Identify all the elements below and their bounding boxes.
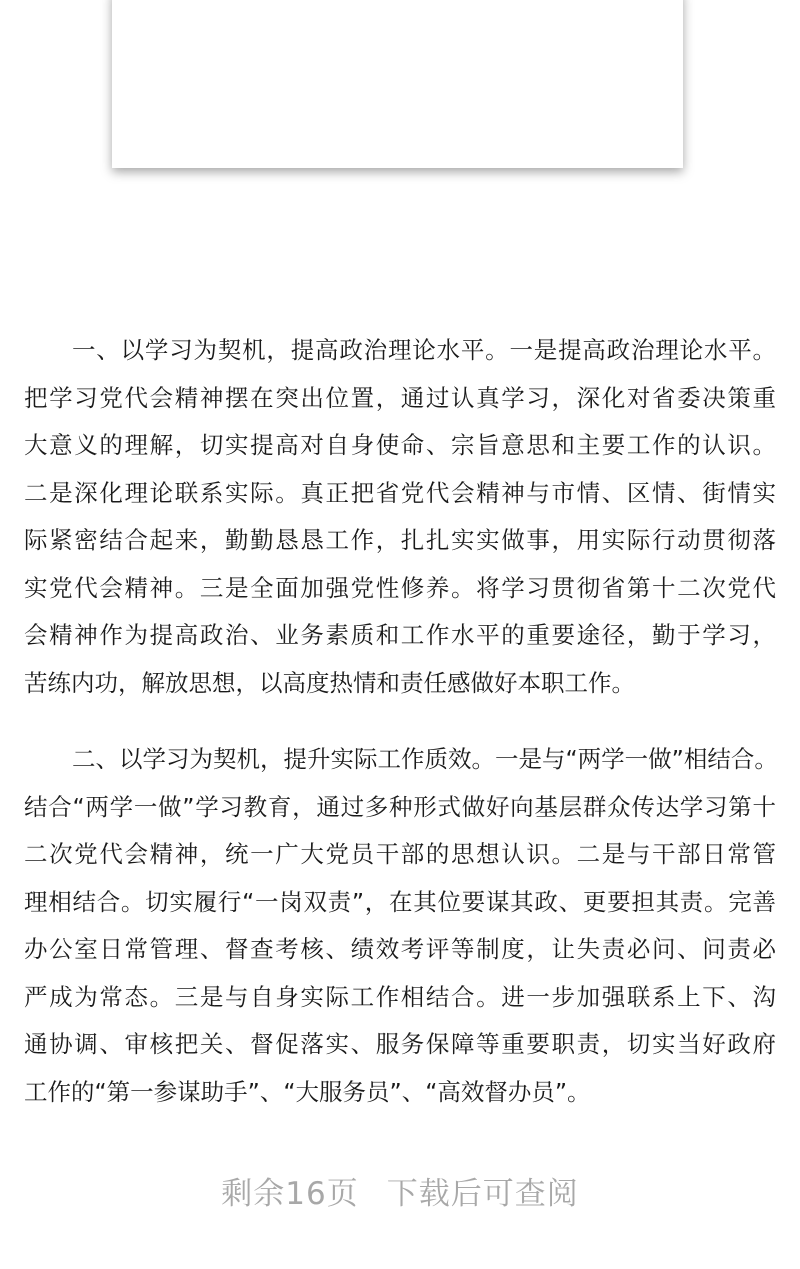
text-line: 理相结合。切实履行“一岗双责”，在其位要谋其政、更要担其责。完善 [24, 887, 776, 916]
text-line: 工作的“第一参谋助手”、“大服务员”、“高效督办员”。 [24, 1077, 591, 1106]
text-line: 二是深化理论联系实际。真正把省党代会精神与市情、区情、街情实 [24, 478, 776, 507]
text-line: 一、以学习为契机，提高政治理论水平。一是提高政治理论水平。 [72, 336, 776, 364]
text-line: 大意义的理解，切实提高对自身使命、宗旨意思和主要工作的认识。 [24, 431, 776, 459]
text-line: 际紧密结合起来，勤勤恳恳工作，扎扎实实做事，用实际行动贯彻落 [24, 526, 776, 554]
previous-page-card [112, 0, 683, 168]
paragraph-1 [24, 327, 776, 707]
text-line: 二次党代会精神，统一广大党员干部的思想认识。二是与干部日常管 [24, 840, 776, 868]
text-line: 苦练内功，解放思想，以高度热情和责任感做好本职工作。 [24, 668, 635, 697]
text-line: 实党代会精神。三是全面加强党性修养。将学习贯彻省第十二次党代 [24, 573, 776, 602]
text-line: 把学习党代会精神摆在突出位置，通过认真学习，深化对省委决策重 [24, 383, 776, 412]
text-line: 二、以学习为契机，提升实际工作质效。一是与“两学一做”相结合。 [72, 745, 778, 773]
text-line: 严成为常态。三是与自身实际工作相结合。进一步加强联系上下、沟 [24, 982, 776, 1011]
remaining-pages-label: 剩余16页 [221, 1176, 359, 1212]
paragraph-2 [24, 736, 776, 1116]
download-prompt[interactable] [0, 1168, 800, 1213]
text-line: 会精神作为提高政治、业务素质和工作水平的重要途径，勤于学习， [24, 621, 776, 649]
download-to-view-label[interactable]: 下载后可查阅 [386, 1176, 579, 1212]
text-line: 办公室日常管理、督查考核、绩效考评等制度，让失责必问、问责必 [24, 935, 776, 963]
text-line: 通协调、审核把关、督促落实、服务保障等重要职责，切实当好政府 [24, 1030, 776, 1058]
text-line: 结合“两学一做”学习教育，通过多种形式做好向基层群众传达学习第十 [24, 792, 776, 821]
